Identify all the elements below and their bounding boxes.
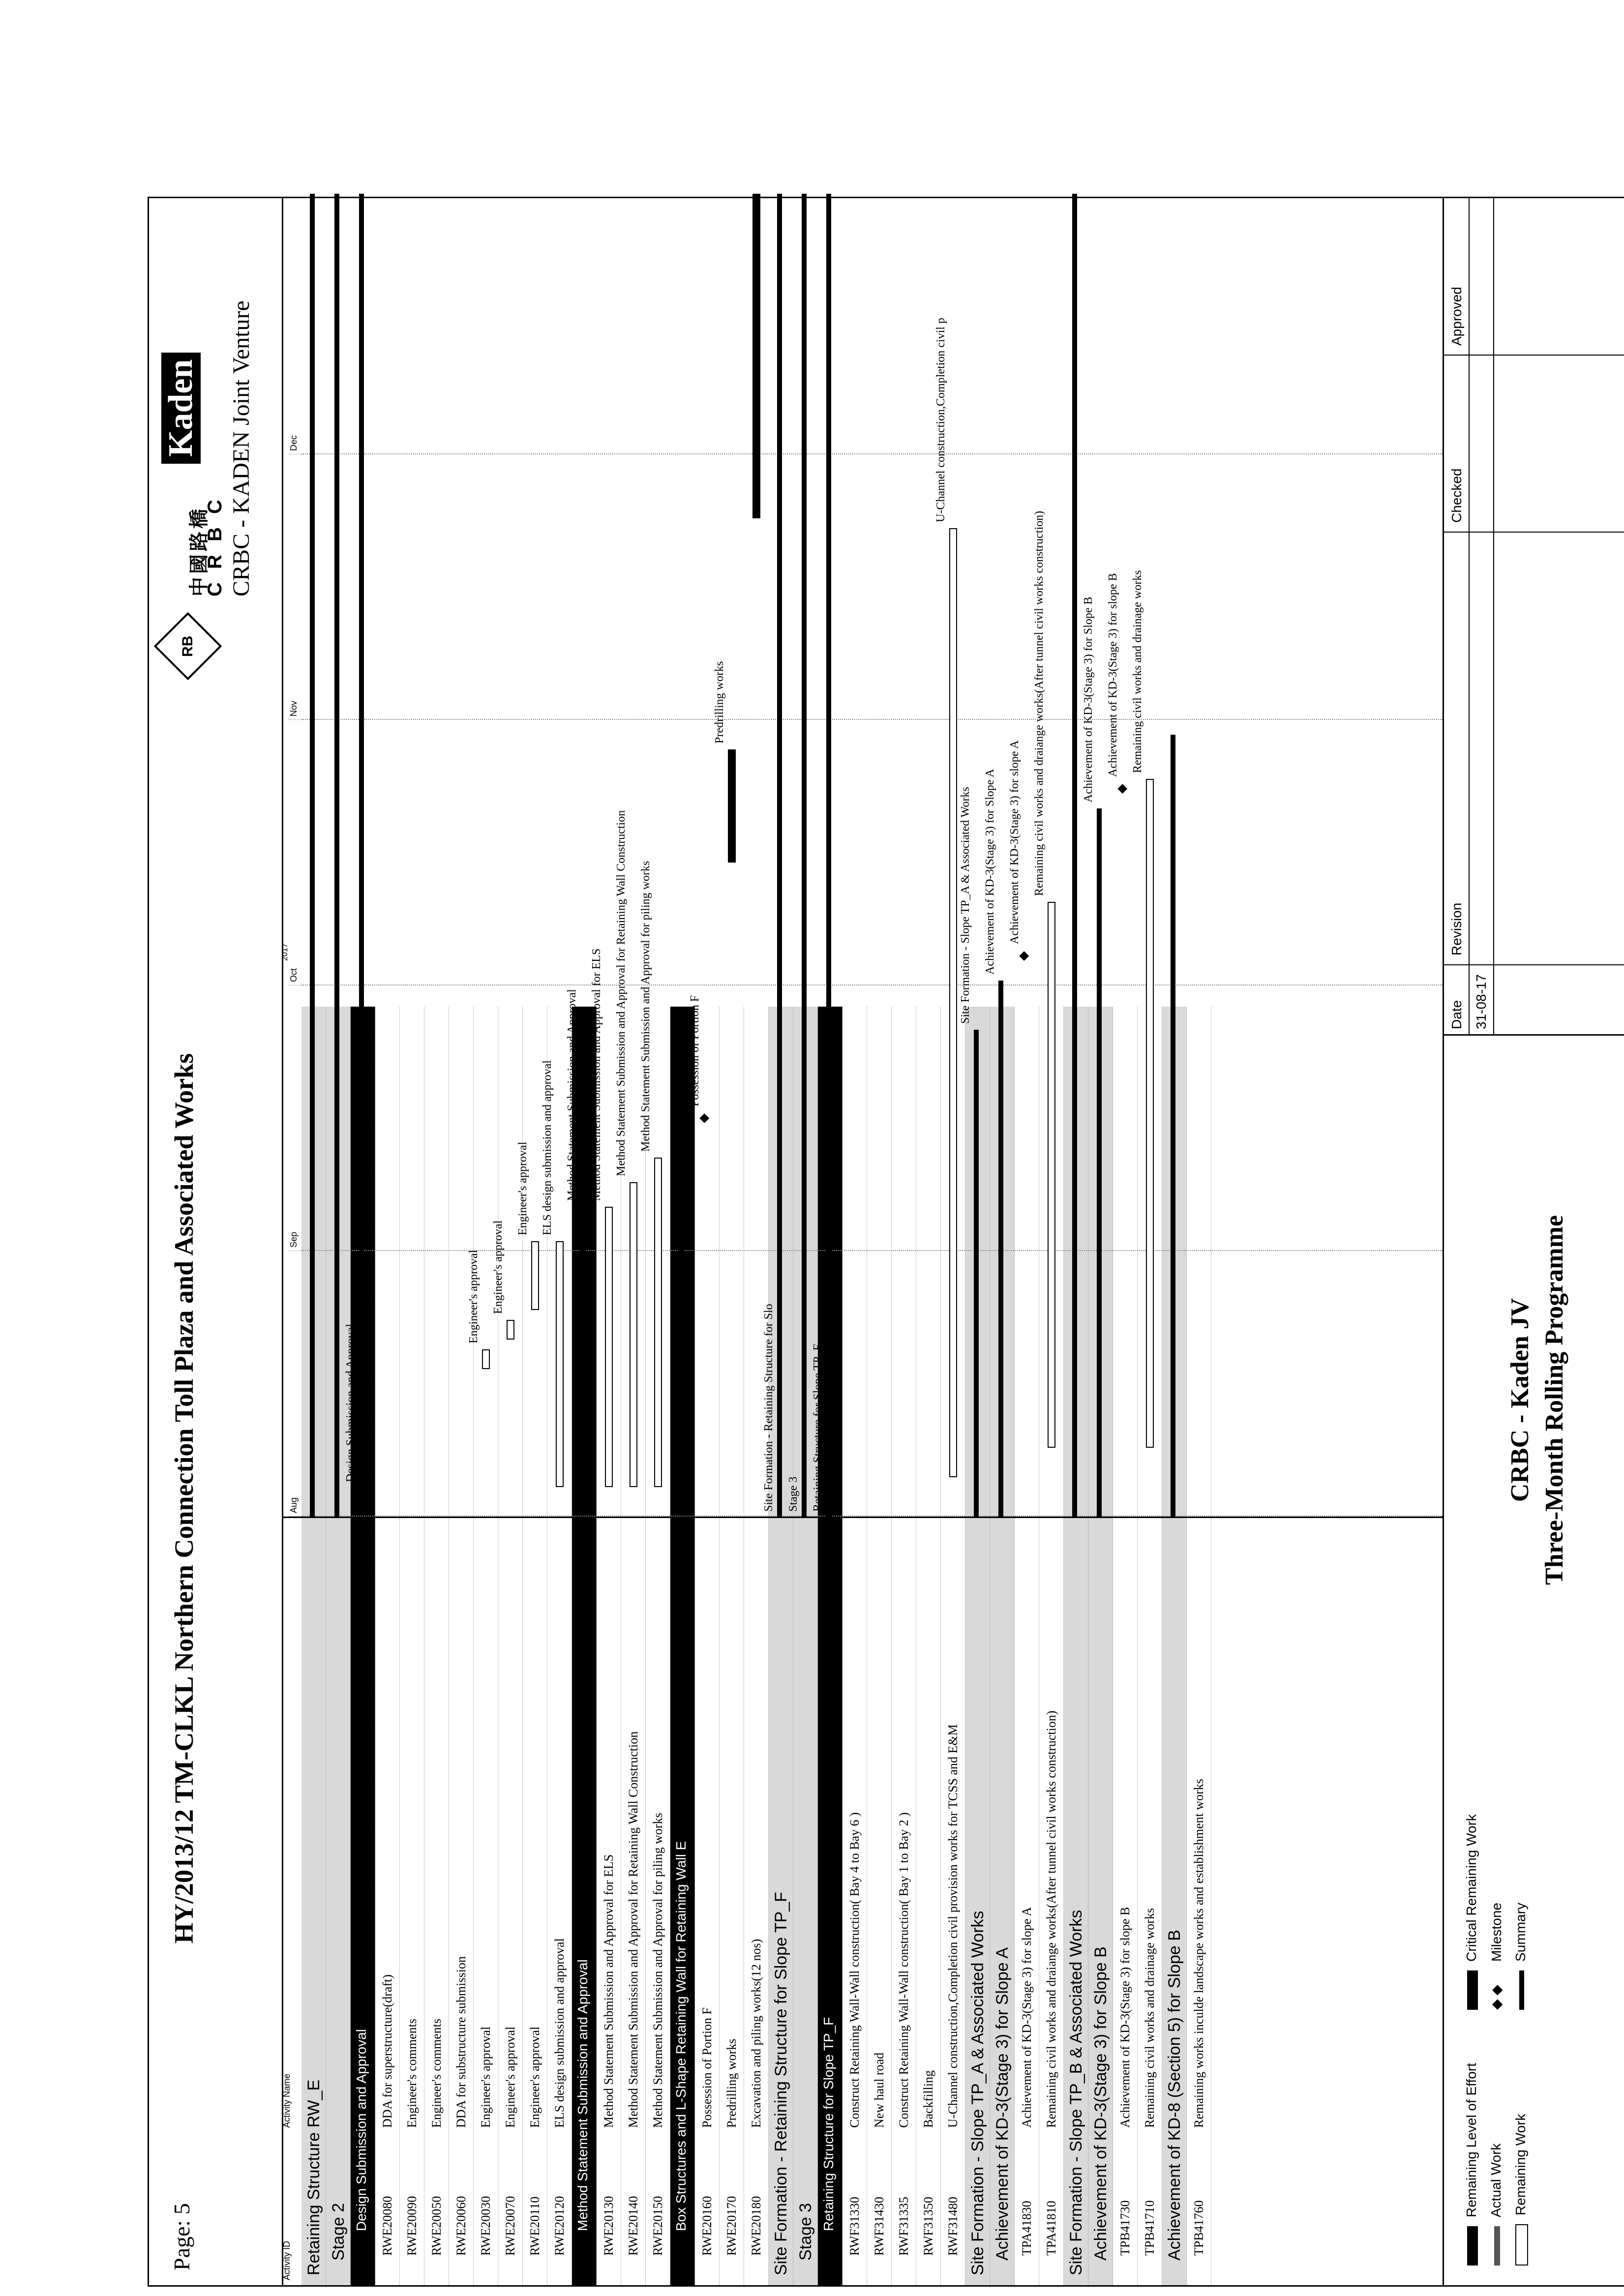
bar-label: Method Statement Submission and Approval for piling works [639,861,652,1152]
summary-bar [359,194,364,1487]
bar-label: Engineer's approval [467,1250,480,1343]
activity-name: Box Structures and L-Shape Retaining Wall for Retaining Wall E [673,1841,689,2231]
activity-name: Predrilling works [724,2038,739,2128]
programme-title [1503,1056,1572,1744]
bar-label: Achievement of KD-3(Stage 3) for Slope B [1082,596,1095,803]
rev-revision-header: Revision [1449,902,1464,955]
remaining-bar [605,1207,613,1487]
bar-label: Remaining civil works and drainage works [1131,570,1144,773]
summary-bar [826,194,831,1517]
milestone-marker: ◆ [1016,951,1030,961]
activity-id: RWE20120 [552,2196,567,2256]
activity-name: Retaining Structure RW_E [304,2079,323,2275]
activity-name: Engineer's approval [503,2026,517,2128]
remaining-bar [630,1182,637,1487]
activity-id: RWF31335 [897,2197,911,2256]
activity-id: RWE20070 [503,2196,517,2256]
activity-id: RWF31350 [921,2197,935,2256]
year-label: 2017 [281,943,289,961]
activity-name: Backfilling [921,2070,935,2128]
summary-bar [974,1030,979,1517]
summary-bar [1072,194,1077,1517]
summary-bar [1097,808,1102,1517]
activity-id: RWE20140 [626,2196,640,2256]
rev-checked-header: Checked [1449,468,1464,523]
crbc-logo-text: C R B C [204,496,226,596]
remaining-bar [531,1241,539,1310]
activity-name: Achievement of KD-3(Stage 3) for slope A [1020,1907,1034,2128]
kaden-logo: Kaden [161,353,201,464]
bar-label: Design Submission and Approval [344,1324,357,1482]
bar-label: Predrilling works [713,661,726,744]
summary-bar [679,1103,684,1487]
bar-label: Method Statement Submission and Approval for ELS [590,948,603,1201]
legend-remaining-work: Remaining Work [1513,2114,1529,2266]
activity-id: TPB41760 [1192,2200,1206,2256]
legend [1459,1774,1624,2266]
rev-date-header: Date [1449,1000,1464,1029]
activity-name: Remaining civil works and draiange works(After tunnel civil works construction) [1044,1710,1058,2128]
activity-name: Design Submission and Approval [354,2029,369,2231]
project-title: HY/2013/12 TM-CLKL Northern Connection Toll Plaza and Associated Works [169,1053,199,1944]
activity-name: U-Channel construction,Completion civil provision works for TCSS and E&M [946,1724,960,2128]
jv-name: CRBC - KADEN Joint Venture [228,300,254,596]
summary-bar [334,194,339,1517]
remaining-bar [507,1320,514,1340]
month-label: Oct [289,968,301,985]
month-label: Nov [289,701,301,720]
activity-name: Engineer's approval [479,2026,493,2128]
remaining-bar [556,1241,564,1487]
activity-id: RWE20180 [749,2196,763,2256]
activity-name: New haul road [872,2052,886,2128]
activity-name: Site Formation - Slope TP_A & Associated Works [968,1910,987,2275]
activity-id: RWE20150 [651,2196,665,2256]
month-label: Sep [289,1232,301,1251]
activity-id: TPA41810 [1044,2201,1058,2256]
legend-milestone: ◆ ◆Milestone [1489,1903,1504,2010]
activity-name: Remaining civil works and drainage works [1143,1908,1157,2128]
activity-name: Achievement of KD-3(Stage 3) for Slope B [1091,1946,1110,2261]
rev-approved-header: Approved [1449,287,1464,346]
critical-bar [728,749,736,863]
column-header-activity-name: Activity Name [282,1518,303,2128]
activity-id: RWF31480 [946,2197,960,2256]
activity-name: DDA for substructure submission [454,1956,468,2128]
column-header-activity-id: Activity ID [282,2133,303,2285]
activity-name: Stage 2 [329,2203,348,2261]
gantt-chart [282,194,1443,1518]
activity-name: Method Statement Submission and Approval for ELS [601,1854,616,2128]
activity-id: RWE20110 [528,2196,542,2256]
activity-id: TPA41830 [1020,2201,1034,2256]
bar-label: Site Formation - Retaining Structure for Slo [762,1304,775,1512]
remaining-bar [1146,779,1154,1448]
bar-label: Retaining Structure for Slope TP_F [812,1344,824,1512]
activity-name: Possession of Portion F [700,2007,714,2128]
activity-id: RWE20090 [405,2196,419,2256]
bar-label: Engineer's approval [516,1141,529,1235]
month-label: Aug [289,1497,301,1517]
legend-summary: Summary [1513,1903,1529,2010]
remaining-bar [482,1349,490,1369]
bar-label: Achievement of KD-3(Stage 3) for slope A [1008,740,1021,944]
programme-sheet [148,197,1624,2287]
crbc-logo-chinese: 中國路橋 [188,506,210,596]
critical-bar [752,194,760,518]
sheet-header [149,198,283,2285]
activity-name: Achievement of KD-3(Stage 3) for Slope A [993,1947,1012,2261]
bar-label: Remaining civil works and draiange works(After tunnel civil works construction) [1033,510,1046,896]
activity-name: Engineer's comments [405,2018,419,2128]
activity-name: Engineer's approval [528,2026,542,2128]
remaining-bar [949,528,957,1477]
bar-label: Method Statement Submission and Approval for Retaining Wall Construction [615,810,628,1176]
activity-name: Method Statement Submission and Approval [575,1959,590,2231]
activity-name: Construct Retaining Wall-Wall construction( Bay 4 to Bay 6 ) [847,1812,862,2128]
summary-bar [1171,735,1175,1517]
activity-name: Site Formation - Retaining Structure for Slope TP_F [772,1892,790,2275]
bar-label: Achievement of KD-3(Stage 3) for slope B [1107,573,1119,777]
company-logo [159,228,272,670]
bar-label: Method Statement Submission and Approval [566,989,578,1201]
activity-name: Method Statement Submission and Approval for piling works [651,1813,665,2128]
activity-name: Method Statement Submission and Approval for Retaining Wall Construction [626,1731,640,2128]
activity-id: TPB41730 [1118,2200,1132,2256]
sheet-footer [1443,198,1624,2285]
activity-id: TPB41710 [1143,2200,1157,2256]
activity-id: RWE20030 [479,2196,493,2256]
activity-id: RWF31330 [847,2197,862,2256]
activity-name: Achievement of KD-8 (Section 5) for Slope B [1165,1930,1184,2261]
programme-title-line1: CRBC - Kaden JV [1506,1298,1534,1502]
activity-name: Engineer's comments [429,2018,444,2128]
activity-id: RWE20160 [700,2196,714,2256]
bar-label: Possession of Portion F [689,995,701,1106]
summary-bar [998,981,1003,1517]
bar-label: U-Channel construction,Completion civil p [934,318,947,522]
programme-title-line2: Three-Month Rolling Programme [1540,1215,1568,1585]
activity-name: Site Formation - Slope TP_B & Associated Works [1067,1909,1085,2275]
legend-actual-work: Actual Work [1488,2144,1504,2266]
summary-bar [802,194,807,1517]
activity-name: Remaining works inculde landscape works and establishment works [1192,1779,1206,2128]
activity-name: Construct Retaining Wall-Wall construction( Bay 1 to Bay 2 ) [897,1812,911,2128]
bar-label: ELS design submission and approval [541,1060,554,1235]
activity-name: Stage 3 [796,2203,815,2261]
rb-logo-icon: RB [154,612,222,681]
milestone-marker: ◆ [696,1113,711,1123]
bar-label: Achievement of KD-3(Stage 3) for Slope A [984,769,996,975]
bar-label: Site Formation - Slope TP_A & Associated Works [959,787,972,1024]
activity-name: Achievement of KD-3(Stage 3) for slope B [1118,1907,1132,2128]
milestone-marker: ◆ [1114,784,1129,794]
activity-id: RWE20060 [454,2196,468,2256]
activity-id: RWE20130 [601,2196,616,2256]
summary-bar [580,1207,585,1487]
month-label: Dec [289,435,301,454]
page-number: Page: 5 [169,2203,194,2270]
summary-bar [777,194,782,1517]
bar-label: Engineer's approval [492,1220,505,1314]
bar-label: Stage 3 [787,1476,800,1512]
summary-bar [310,194,315,1517]
legend-critical-remaining: Critical Remaining Work [1464,1814,1479,2010]
activity-id: RWE20170 [724,2196,739,2256]
remaining-bar [654,1158,662,1487]
activity-id: RWE20050 [429,2196,444,2256]
activity-name: Excavation and piling works(12 nos) [749,1938,763,2128]
legend-remaining-loe: Remaining Level of Effort [1464,2063,1479,2266]
activity-id: RWE20080 [380,2196,394,2256]
activity-name: Retaining Structure for Slope TP_F [821,2017,836,2231]
activity-name: DDA for superstructure(draft) [380,1974,394,2128]
activity-id: RWF31430 [872,2197,886,2256]
revision-table [1444,198,1624,1036]
rev-date-value: 31-08-17 [1474,974,1489,1029]
activity-name: ELS design submission and approval [552,1938,567,2128]
remaining-bar [1048,902,1055,1448]
